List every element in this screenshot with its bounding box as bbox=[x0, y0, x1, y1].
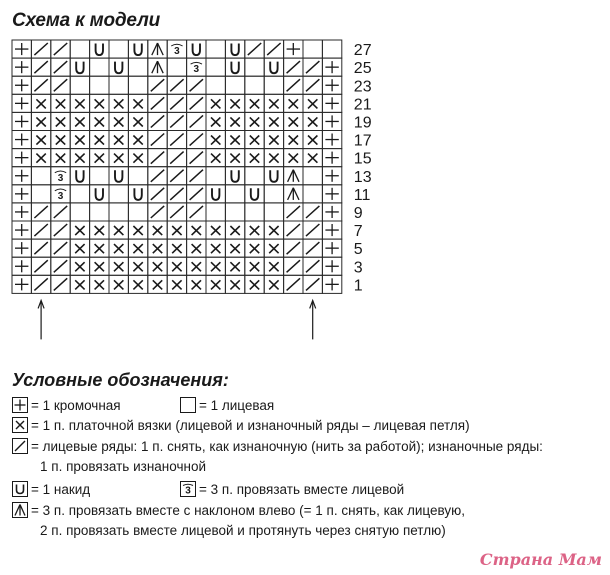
slip-stitch-mark bbox=[170, 97, 183, 109]
slip-stitch-mark bbox=[34, 206, 47, 218]
slip-stitch-mark bbox=[151, 170, 164, 182]
slip-stitch-mark bbox=[306, 242, 319, 254]
slip-stitch-mark bbox=[287, 224, 300, 236]
yarn-over-mark bbox=[231, 62, 238, 74]
slip-stitch-mark bbox=[34, 79, 47, 91]
yarn-over-mark bbox=[76, 62, 83, 74]
chart-cell bbox=[70, 76, 89, 94]
slip-stitch-mark bbox=[54, 79, 67, 91]
chart-cell bbox=[322, 40, 341, 58]
row-number-label: 27 bbox=[353, 42, 372, 60]
row-number-label: 3 bbox=[353, 259, 363, 277]
slip-stitch-mark bbox=[151, 152, 164, 164]
slip-stitch-mark bbox=[306, 61, 319, 73]
slip-stitch-mark bbox=[151, 134, 164, 146]
chart-cell bbox=[225, 76, 244, 94]
legend-title: Условные обозначения: bbox=[12, 370, 229, 390]
chart-cell bbox=[303, 40, 322, 58]
legend-item-slip-cont: 1 п. провязать изнаночной bbox=[40, 459, 206, 474]
slip-stitch-mark bbox=[306, 260, 319, 272]
row-number-label: 9 bbox=[353, 205, 363, 222]
yarn-over-mark bbox=[251, 188, 258, 200]
slip-stitch-mark bbox=[287, 206, 300, 218]
chart-cell bbox=[264, 185, 283, 203]
slip-stitch-mark bbox=[151, 206, 164, 218]
chart-cell bbox=[303, 185, 322, 203]
row-number-label: 17 bbox=[353, 132, 372, 150]
slip-stitch-mark bbox=[34, 224, 47, 236]
chart-cell bbox=[90, 58, 109, 76]
yarn-over-mark bbox=[134, 44, 141, 56]
chart-cell bbox=[225, 203, 244, 221]
row-number-label: 25 bbox=[353, 60, 372, 78]
chart-cell bbox=[206, 76, 225, 94]
legend-item-garter: = 1 п. платочной вязки (лицевой и изнаночный ряды – лицевая петля) bbox=[12, 417, 470, 433]
slip-stitch-mark bbox=[170, 134, 183, 146]
chart-cell bbox=[245, 58, 264, 76]
slip-stitch-mark bbox=[54, 43, 67, 55]
slip-stitch-mark bbox=[287, 278, 300, 290]
slip-stitch-mark bbox=[287, 61, 300, 73]
row-number-label: 21 bbox=[353, 96, 372, 114]
slip-stitch-mark bbox=[190, 170, 203, 182]
chart-cell bbox=[70, 185, 89, 203]
chart-title: Схема к модели bbox=[12, 10, 161, 31]
row-number-label: 13 bbox=[353, 168, 372, 186]
slip-stitch-mark bbox=[306, 278, 319, 290]
chart-cell bbox=[31, 167, 50, 185]
yarn-over-mark bbox=[231, 44, 238, 56]
slip-stitch-mark bbox=[170, 79, 183, 91]
chart-cell bbox=[31, 185, 50, 203]
chart-cell bbox=[128, 203, 147, 221]
k3tog-mark: 3 bbox=[193, 64, 200, 76]
sk2p-icon bbox=[12, 502, 28, 518]
slip-stitch-mark bbox=[287, 79, 300, 91]
chart-cell bbox=[90, 76, 109, 94]
edge-stitch-icon bbox=[12, 397, 28, 413]
slip-stitch-mark bbox=[190, 97, 203, 109]
slip-stitch-mark bbox=[287, 260, 300, 272]
chart-cell bbox=[264, 203, 283, 221]
slip-stitch-mark bbox=[54, 224, 67, 236]
yarn-over-mark bbox=[96, 188, 103, 200]
row-number-label: 1 bbox=[353, 277, 363, 295]
slip-stitch-mark bbox=[170, 188, 183, 200]
chart-cell bbox=[109, 40, 128, 58]
yarn-over-mark bbox=[115, 62, 122, 74]
chart-cell bbox=[245, 203, 264, 221]
slip-stitch-mark bbox=[170, 115, 183, 127]
slip-stitch-mark bbox=[190, 79, 203, 91]
row-number-label: 11 bbox=[353, 186, 371, 204]
legend-item-edge: = 1 кромочная bbox=[12, 397, 121, 413]
slip-stitch-mark bbox=[306, 224, 319, 236]
chart-cell bbox=[206, 58, 225, 76]
slip-stitch-mark bbox=[34, 242, 47, 254]
chart-cell bbox=[109, 203, 128, 221]
k3tog-mark: 3 bbox=[174, 46, 180, 58]
yarn-over-mark bbox=[270, 170, 277, 182]
slip-stitch-mark bbox=[151, 188, 164, 200]
chart-cell bbox=[109, 76, 128, 94]
row-number-label: 15 bbox=[353, 150, 372, 168]
legend-item-yarn-over: = 1 накид bbox=[12, 481, 90, 497]
slip-stitch-mark bbox=[190, 188, 203, 200]
svg-text:3: 3 bbox=[185, 485, 191, 497]
chart-cell bbox=[128, 58, 147, 76]
yarn-over-mark bbox=[212, 188, 219, 200]
slip-stitch-mark bbox=[190, 134, 203, 146]
chart-cell bbox=[303, 167, 322, 185]
slip-stitch-mark bbox=[151, 79, 164, 91]
slip-stitch-mark bbox=[54, 278, 67, 290]
k3tog-mark: 3 bbox=[57, 190, 64, 202]
chart-cell bbox=[225, 185, 244, 203]
slip-stitch-mark bbox=[170, 170, 183, 182]
slip-stitch-mark bbox=[151, 97, 164, 109]
slip-stitch-mark bbox=[54, 242, 67, 254]
sk2p-mark bbox=[288, 188, 294, 200]
slip-stitch-mark bbox=[287, 242, 300, 254]
chart-cell bbox=[90, 203, 109, 221]
slip-stitch-mark bbox=[34, 43, 47, 55]
slip-stitch-mark bbox=[170, 152, 183, 164]
slip-stitch-mark bbox=[190, 206, 203, 218]
yarn-over-mark bbox=[134, 188, 141, 200]
row-number-label: 23 bbox=[353, 78, 372, 96]
k3tog-icon bbox=[180, 481, 196, 497]
slip-stitch-mark bbox=[267, 43, 280, 55]
slip-stitch-mark bbox=[54, 61, 67, 73]
chart-cell bbox=[128, 167, 147, 185]
yarn-over-mark bbox=[193, 44, 200, 56]
slip-stitch-mark bbox=[151, 115, 164, 127]
slip-stitch-mark bbox=[54, 260, 67, 272]
chart-cell bbox=[109, 185, 128, 203]
slip-stitch-mark bbox=[190, 115, 203, 127]
slip-stitch-icon bbox=[12, 438, 28, 454]
legend-item-sk2p-cont: 2 п. провязать вместе лицевой и протянуть через снятую петлю) bbox=[40, 523, 446, 538]
watermark: Страна Мам bbox=[479, 550, 602, 569]
chart-cell bbox=[245, 76, 264, 94]
slip-stitch-mark bbox=[306, 79, 319, 91]
sk2p-mark bbox=[158, 61, 164, 73]
sk2p-mark bbox=[293, 170, 299, 182]
legend-item-sk2p: = 3 п. провязать вместе с наклоном влево (= 1 п. снять, как лицевую, bbox=[12, 502, 465, 518]
yarn-over-mark bbox=[96, 44, 103, 56]
chart-cell bbox=[167, 58, 186, 76]
yarn-over-icon bbox=[12, 481, 28, 497]
slip-stitch-mark bbox=[306, 206, 319, 218]
chart-cell bbox=[70, 203, 89, 221]
row-number-label: 7 bbox=[353, 223, 363, 241]
chart-cell bbox=[128, 76, 147, 94]
sk2p-mark bbox=[288, 170, 294, 182]
slip-stitch-mark bbox=[34, 278, 47, 290]
garter-stitch-icon bbox=[12, 417, 28, 433]
sk2p-mark bbox=[152, 61, 158, 73]
slip-stitch-mark bbox=[190, 152, 203, 164]
slip-stitch-mark bbox=[54, 206, 67, 218]
legend-item-k3tog: 3 = 3 п. провязать вместе лицевой bbox=[180, 481, 404, 497]
row-number-label: 19 bbox=[353, 114, 372, 132]
chart-cell bbox=[70, 40, 89, 58]
sk2p-mark bbox=[152, 43, 158, 55]
slip-stitch-mark bbox=[34, 61, 47, 73]
yarn-over-mark bbox=[115, 170, 122, 182]
chart-cell bbox=[206, 203, 225, 221]
knit-stitch-icon bbox=[180, 397, 196, 413]
chart-cell bbox=[264, 76, 283, 94]
chart-cell bbox=[90, 167, 109, 185]
sk2p-mark bbox=[293, 188, 299, 200]
sk2p-mark bbox=[158, 43, 164, 55]
legend-item-slip: = лицевые ряды: 1 п. снять, как изнаночную (нить за работой); изнаночные ряды: bbox=[12, 438, 543, 454]
yarn-over-mark bbox=[76, 170, 83, 182]
row-number-label: 5 bbox=[353, 241, 363, 259]
yarn-over-mark bbox=[270, 62, 277, 74]
slip-stitch-mark bbox=[34, 260, 47, 272]
slip-stitch-mark bbox=[170, 206, 183, 218]
slip-stitch-mark bbox=[248, 43, 261, 55]
chart-cell bbox=[245, 167, 264, 185]
legend-item-knit: = 1 лицевая bbox=[180, 397, 274, 413]
chart-cell bbox=[206, 40, 225, 58]
yarn-over-mark bbox=[231, 170, 238, 182]
k3tog-mark: 3 bbox=[57, 172, 64, 184]
chart-cell bbox=[206, 167, 225, 185]
